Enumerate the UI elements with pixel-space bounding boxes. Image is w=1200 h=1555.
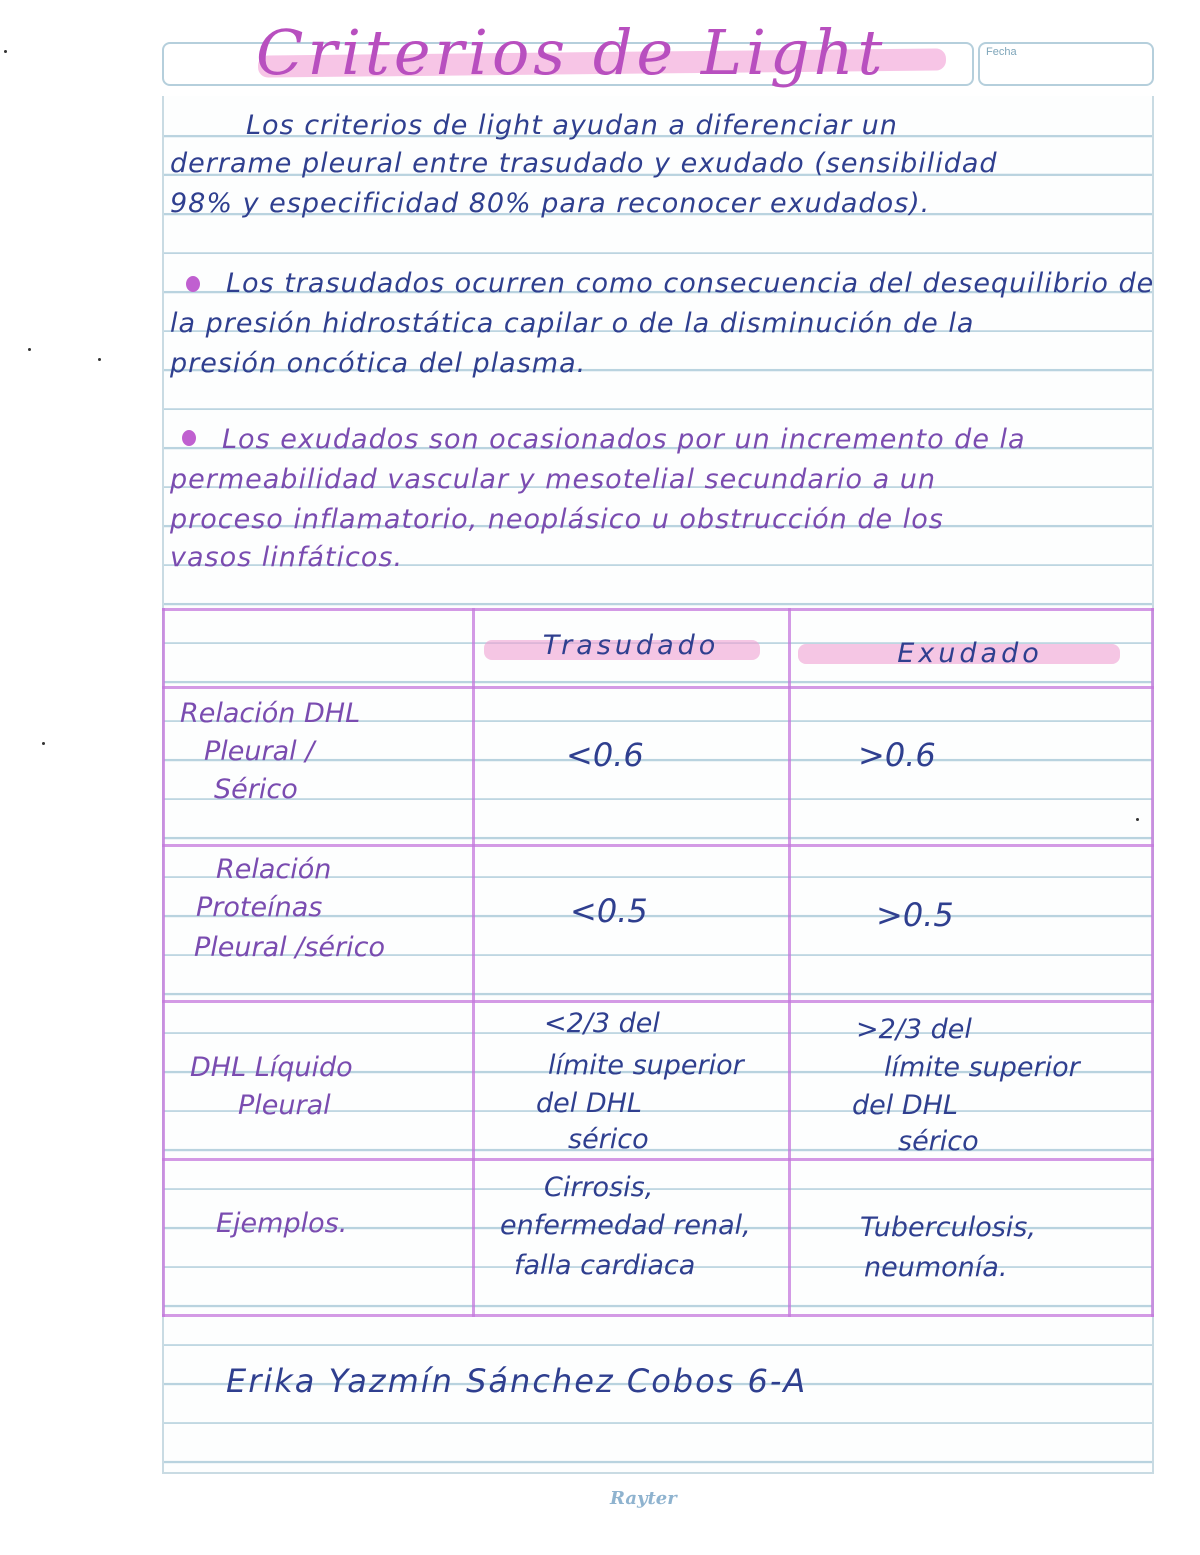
table-border (162, 844, 1154, 847)
table-border (162, 1314, 1154, 1317)
intro-line-1: Los criterios de light ayudan a diferenciar un (246, 110, 898, 141)
trasudados-line-3: presión oncótica del plasma. (170, 348, 587, 379)
exudado-value: >2/3 del (856, 1014, 972, 1045)
table-border (788, 608, 791, 1317)
exudados-line-2: permeabilidad vascular y mesotelial secundario a un (170, 464, 937, 495)
row-label: Pleural (238, 1090, 331, 1121)
trasudado-value: Cirrosis, (544, 1172, 654, 1203)
trasudado-value: <0.6 (566, 736, 644, 774)
row-label: Pleural / (204, 736, 315, 767)
row-label: Relación DHL (180, 698, 361, 729)
row-label: Relación (216, 854, 332, 885)
table-border (1151, 608, 1154, 1317)
scan-speck (98, 358, 101, 361)
exudados-line-4: vasos linfáticos. (170, 542, 404, 573)
table-border (162, 1158, 1154, 1161)
row-label: Pleural /sérico (194, 932, 385, 963)
trasudado-value: límite superior (548, 1050, 744, 1081)
trasudado-value: <0.5 (570, 892, 648, 930)
brand-logo: Rayter (610, 1488, 677, 1509)
trasudado-value: <2/3 del (544, 1008, 660, 1039)
exudado-value: >0.5 (876, 896, 954, 934)
trasudado-value: del DHL (536, 1088, 642, 1119)
scan-speck (28, 348, 31, 351)
trasudado-value: enfermedad renal, (500, 1210, 751, 1241)
exudados-line-3: proceso inflamatorio, neoplásico u obstrucción de los (170, 504, 944, 535)
exudado-value: neumonía. (864, 1252, 1008, 1283)
row-label: Sérico (214, 774, 298, 805)
author-signature: Erika Yazmín Sánchez Cobos 6-A (226, 1362, 808, 1400)
page-title: Criterios de Light (256, 16, 887, 89)
intro-line-2: derrame pleural entre trasudado y exudado (sensibilidad (170, 148, 998, 179)
row-label: Proteínas (196, 892, 323, 923)
header-exudado: Exudado (897, 638, 1043, 669)
exudado-value: del DHL (852, 1090, 958, 1121)
scan-speck (42, 742, 45, 745)
date-box (978, 42, 1154, 86)
trasudado-value: sérico (568, 1124, 649, 1155)
bullet-icon (186, 276, 200, 292)
exudado-value: Tuberculosis, (860, 1212, 1036, 1243)
exudado-value: sérico (898, 1126, 979, 1157)
date-label: Fecha (986, 46, 1017, 58)
bullet-icon (182, 430, 196, 446)
scan-speck (1136, 818, 1139, 821)
table-border (162, 608, 165, 1317)
table-border (162, 686, 1154, 689)
row-label: Ejemplos. (216, 1208, 348, 1239)
table-border (162, 1000, 1154, 1003)
table-border (162, 608, 1154, 611)
header-trasudado: Trasudado (542, 630, 720, 661)
table-border (472, 608, 475, 1317)
row-label: DHL Líquido (190, 1052, 353, 1083)
trasudados-line-2: la presión hidrostática capilar o de la disminución de la (170, 308, 975, 339)
intro-line-3: 98% y especificidad 80% para reconocer exudados). (170, 188, 931, 219)
trasudados-line-1: Los trasudados ocurren como consecuencia del desequilibrio de (226, 268, 1155, 299)
scan-speck (4, 50, 7, 53)
exudados-line-1: Los exudados son ocasionados por un incremento de la (222, 424, 1026, 455)
trasudado-value: falla cardiaca (514, 1250, 696, 1281)
exudado-value: >0.6 (858, 736, 936, 774)
exudado-value: límite superior (884, 1052, 1080, 1083)
